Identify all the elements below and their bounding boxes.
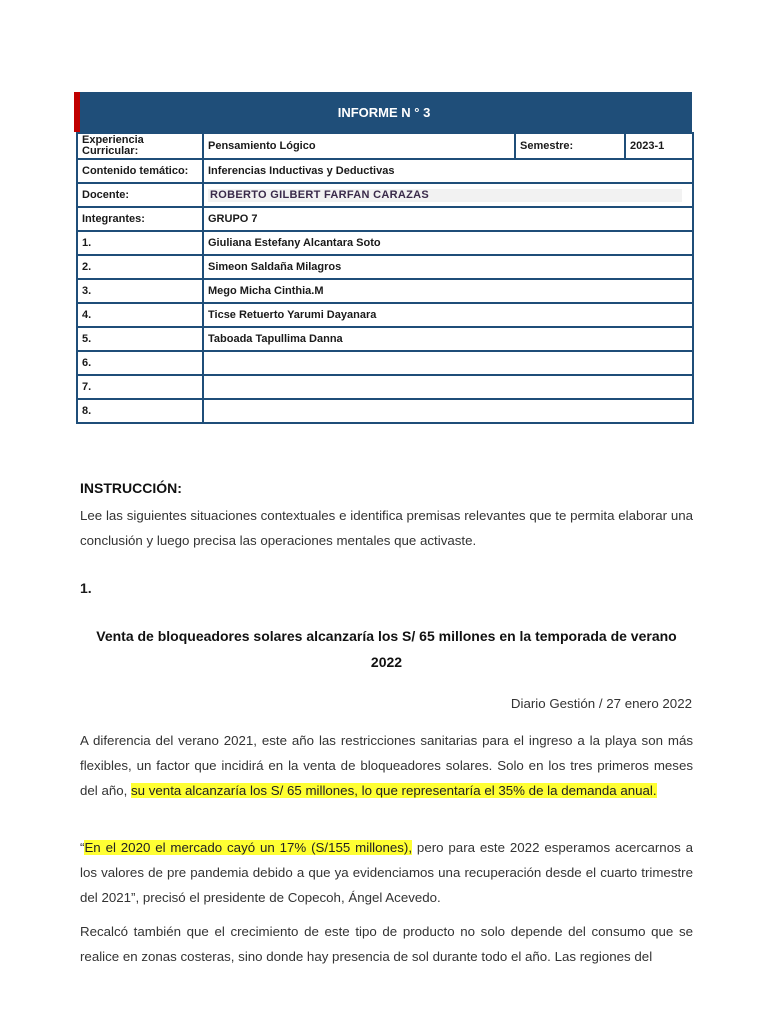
highlighted-premise-2: En el 2020 el mercado cayó un 17% (S/155 millones), xyxy=(84,840,413,855)
member-name: Ticse Retuerto Yarumi Dayanara xyxy=(203,303,693,327)
member-name xyxy=(203,351,693,375)
row-contenido xyxy=(77,159,693,183)
member-name: Taboada Tapullima Danna xyxy=(203,327,693,351)
member-row xyxy=(77,279,693,303)
row-integrantes xyxy=(77,207,693,231)
member-name: Mego Micha Cinthia.M xyxy=(203,279,693,303)
member-number: 6. xyxy=(77,351,203,375)
report-info-grid xyxy=(76,132,694,424)
member-name xyxy=(203,375,693,399)
member-number: 8. xyxy=(77,399,203,423)
integrantes-value: GRUPO 7 xyxy=(203,207,693,231)
red-accent-bar xyxy=(74,92,80,132)
member-number: 5. xyxy=(77,327,203,351)
docente-value: ROBERTO GILBERT FARFAN CARAZAS xyxy=(208,189,682,202)
member-name: Giuliana Estefany Alcantara Soto xyxy=(203,231,693,255)
report-title: INFORME N ° 3 xyxy=(337,104,431,120)
docente-cell xyxy=(203,183,693,207)
member-row xyxy=(77,255,693,279)
row-experiencia xyxy=(77,133,693,159)
report-header-table xyxy=(76,92,692,424)
experiencia-value: Pensamiento Lógico xyxy=(203,133,515,159)
member-number: 4. xyxy=(77,303,203,327)
article-paragraph-1 xyxy=(80,728,693,803)
paragraph-1-text: A diferencia del verano 2021, este año las restricciones sanitarias para el ingreso a la playa son más flexibles, un factor que incidirá en la venta de bloqueadores solares. Solo en los tres primeros meses del año, xyxy=(80,733,693,798)
docente-label: Docente: xyxy=(77,183,203,207)
report-title-bar xyxy=(76,92,692,132)
experiencia-label: Experiencia Curricular: xyxy=(77,133,203,159)
paragraph-2-text: pero para este 2022 esperamos acercarnos a los valores de pre pandemia debido a que ya evidenciamos una recuperación desde el cuarto trimestre del 2021”, precisó el presidente de Copecoh, Ángel Acevedo. xyxy=(80,840,694,905)
member-number: 3. xyxy=(77,279,203,303)
member-row xyxy=(77,327,693,351)
article-paragraph-2 xyxy=(80,835,693,910)
member-name xyxy=(203,399,693,423)
paragraph-2-quote-open: “ xyxy=(80,840,85,855)
semestre-value: 2023-1 xyxy=(625,133,693,159)
member-number: 2. xyxy=(77,255,203,279)
section-number: 1. xyxy=(80,580,92,596)
contenido-label: Contenido temático: xyxy=(77,159,203,183)
member-name: Simeon Saldaña Milagros xyxy=(203,255,693,279)
instruction-heading: INSTRUCCIÓN: xyxy=(80,480,182,496)
member-row xyxy=(77,399,693,423)
integrantes-label: Integrantes: xyxy=(77,207,203,231)
member-row xyxy=(77,351,693,375)
member-row xyxy=(77,375,693,399)
member-row xyxy=(77,303,693,327)
semestre-label: Semestre: xyxy=(515,133,625,159)
contenido-value: Inferencias Inductivas y Deductivas xyxy=(203,159,693,183)
article-source: Diario Gestión / 27 enero 2022 xyxy=(510,696,692,711)
member-row xyxy=(77,231,693,255)
article-title: Venta de bloqueadores solares alcanzaría los S/ 65 millones en la temporada de verano 2022 xyxy=(96,628,677,670)
row-docente xyxy=(77,183,693,207)
member-number: 7. xyxy=(77,375,203,399)
member-number: 1. xyxy=(77,231,203,255)
article-paragraph-3: Recalcó también que el crecimiento de este tipo de producto no solo depende del consumo que se realice en zonas costeras, sino donde hay presencia de sol durante todo el año. Las regiones del xyxy=(80,924,693,964)
instruction-text: Lee las siguientes situaciones contextuales e identifica premisas relevantes que te permita elaborar una conclusión y luego precisa las operaciones mentales que activaste. xyxy=(80,508,693,548)
highlighted-premise-1: su venta alcanzaría los S/ 65 millones, lo que representaría el 35% de la demanda anual. xyxy=(131,783,657,798)
